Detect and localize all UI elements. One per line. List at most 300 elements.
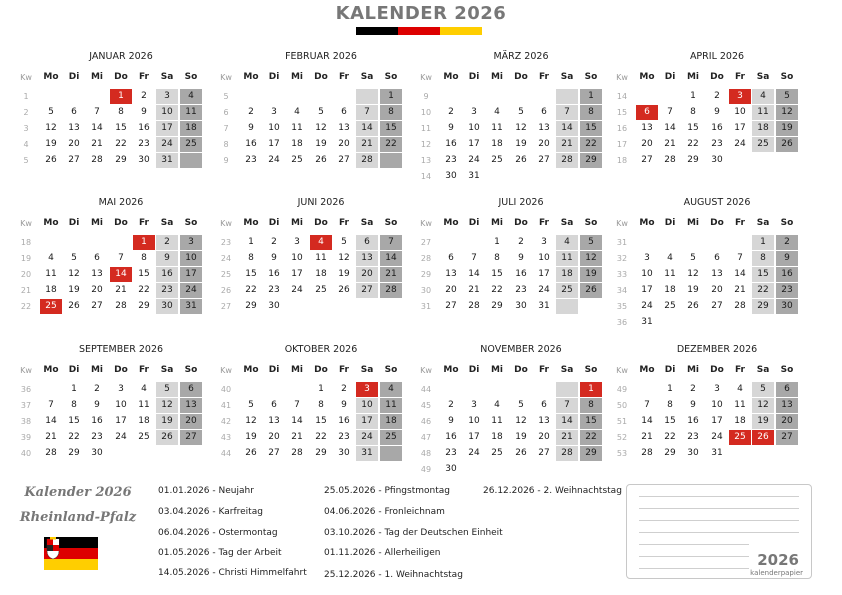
- notes-box: [626, 484, 812, 579]
- day-cell: 1: [580, 89, 602, 104]
- holiday-day: 25: [729, 430, 751, 445]
- weekday-header: So: [780, 365, 794, 375]
- day-cell: [659, 235, 681, 250]
- day-cell: 16: [156, 267, 178, 282]
- day-cell: 31: [180, 299, 202, 314]
- day-cell: 12: [776, 105, 798, 120]
- day-cell: [533, 382, 555, 397]
- day-cell: [706, 315, 728, 330]
- day-cell: [333, 89, 355, 104]
- weekday-header: Mo: [639, 365, 655, 375]
- weekday-header: Mo: [43, 72, 59, 82]
- day-cell: 12: [515, 416, 527, 426]
- week-number: 35: [616, 302, 628, 311]
- day-cell: 9: [156, 251, 178, 266]
- week-number-header: Kw: [616, 366, 628, 375]
- weekday-header: Fr: [734, 72, 745, 82]
- day-cell: 13: [538, 123, 550, 133]
- day-cell: [240, 89, 262, 104]
- day-cell: 19: [580, 267, 602, 282]
- day-cell: 6: [448, 253, 454, 263]
- weekday-header: Di: [664, 218, 676, 228]
- day-cell: 30: [445, 464, 457, 474]
- day-cell: 27: [641, 155, 653, 165]
- day-cell: 10: [180, 251, 202, 266]
- week-number: 42: [220, 417, 232, 426]
- week-number: 25: [220, 270, 232, 279]
- day-cell: 15: [580, 414, 602, 429]
- day-cell: 9: [776, 251, 798, 266]
- day-cell: 1: [318, 384, 324, 394]
- week-number: 45: [420, 401, 432, 410]
- day-cell: 19: [515, 432, 527, 442]
- day-cell: 21: [734, 285, 746, 295]
- day-cell: [729, 153, 751, 168]
- day-cell: 24: [711, 432, 723, 442]
- day-cell: 31: [156, 153, 178, 168]
- day-cell: 24: [734, 139, 746, 149]
- day-cell: 29: [752, 299, 774, 314]
- day-cell: 14: [556, 414, 578, 429]
- day-cell: 3: [471, 400, 477, 410]
- day-cell: 17: [156, 121, 178, 136]
- week-number: 44: [220, 449, 232, 458]
- day-cell: 10: [115, 400, 127, 410]
- weekday-header: Fr: [138, 218, 149, 228]
- day-cell: 22: [138, 285, 150, 295]
- day-cell: 23: [445, 155, 457, 165]
- day-cell: 4: [737, 384, 743, 394]
- day-cell: 28: [45, 448, 57, 458]
- week-number: 22: [20, 302, 32, 311]
- day-cell: 18: [752, 121, 774, 136]
- month-name: JUNI 2026: [297, 197, 345, 208]
- day-cell: 20: [91, 285, 103, 295]
- day-cell: 21: [91, 139, 103, 149]
- weekday-header: Do: [114, 218, 128, 228]
- week-number: 4: [23, 140, 29, 149]
- day-cell: 30: [445, 171, 457, 181]
- day-cell: 20: [641, 139, 653, 149]
- day-cell: [263, 89, 285, 104]
- weekday-header: Mi: [90, 72, 104, 82]
- day-cell: 11: [491, 123, 503, 133]
- week-number: 53: [616, 449, 628, 458]
- holiday-day: 4: [310, 235, 332, 250]
- week-number: 12: [420, 140, 432, 149]
- week-number: 6: [223, 108, 229, 117]
- day-cell: 24: [156, 137, 178, 152]
- day-cell: 8: [690, 107, 696, 117]
- week-number: 20: [20, 270, 32, 279]
- day-cell: 29: [580, 153, 602, 168]
- day-cell: 18: [380, 414, 402, 429]
- day-cell: [682, 315, 704, 330]
- day-cell: 14: [641, 416, 653, 426]
- day-cell: 16: [687, 416, 699, 426]
- day-cell: 18: [664, 285, 676, 295]
- day-cell: 5: [156, 382, 178, 397]
- weekday-header: Mi: [290, 72, 304, 82]
- day-cell: 9: [448, 416, 454, 426]
- day-cell: [510, 382, 532, 397]
- day-cell: 27: [538, 448, 550, 458]
- day-cell: 18: [138, 416, 150, 426]
- day-cell: 1: [752, 235, 774, 250]
- month-name: APRIL 2026: [689, 51, 745, 62]
- day-cell: 12: [315, 123, 327, 133]
- day-cell: 9: [271, 253, 277, 263]
- week-number: 17: [616, 140, 628, 149]
- day-cell: 20: [356, 267, 378, 282]
- day-cell: 8: [752, 251, 774, 266]
- day-cell: 2: [341, 384, 347, 394]
- day-cell: [463, 89, 485, 104]
- day-cell: 20: [445, 285, 457, 295]
- day-cell: 10: [356, 398, 378, 413]
- week-number: 50: [616, 401, 628, 410]
- flag-stripe-gold: [440, 27, 482, 35]
- day-cell: 5: [71, 253, 77, 263]
- day-cell: [380, 153, 402, 168]
- day-cell: 22: [664, 432, 676, 442]
- day-cell: 7: [556, 105, 578, 120]
- day-cell: 19: [245, 432, 257, 442]
- day-cell: 25: [291, 155, 303, 165]
- weekday-header: Sa: [160, 218, 174, 228]
- day-cell: 4: [380, 382, 402, 397]
- day-cell: 25: [752, 137, 774, 152]
- day-cell: 5: [318, 107, 324, 117]
- weekday-header: Fr: [338, 365, 349, 375]
- month-name: MAI 2026: [98, 197, 144, 208]
- day-cell: 8: [580, 398, 602, 413]
- day-cell: 8: [667, 400, 673, 410]
- weekday-header: Mo: [443, 365, 459, 375]
- day-cell: 27: [711, 301, 723, 311]
- day-cell: 16: [138, 123, 150, 133]
- week-number: 33: [616, 270, 628, 279]
- week-number: 47: [420, 433, 432, 442]
- weekday-header: Sa: [360, 72, 374, 82]
- week-number: 43: [220, 433, 232, 442]
- day-cell: 3: [714, 384, 720, 394]
- day-cell: 1: [667, 384, 673, 394]
- week-number: 24: [220, 254, 232, 263]
- week-number: 49: [420, 465, 432, 474]
- weekday-header: Mi: [490, 218, 504, 228]
- day-cell: 28: [468, 301, 480, 311]
- day-cell: 9: [141, 107, 147, 117]
- day-cell: 6: [341, 107, 347, 117]
- day-cell: [380, 299, 402, 314]
- weekday-header: So: [780, 218, 794, 228]
- week-number: 38: [20, 417, 32, 426]
- day-cell: 15: [68, 416, 80, 426]
- day-cell: 23: [776, 283, 798, 298]
- day-cell: [533, 169, 555, 184]
- day-cell: 6: [94, 253, 100, 263]
- day-cell: 29: [68, 448, 80, 458]
- day-cell: [533, 462, 555, 477]
- day-cell: 26: [315, 155, 327, 165]
- week-number: 52: [616, 433, 628, 442]
- day-cell: 11: [380, 398, 402, 413]
- day-cell: 26: [515, 155, 527, 165]
- day-cell: 15: [138, 269, 150, 279]
- month-name: DEZEMBER 2026: [676, 344, 758, 355]
- day-cell: 11: [180, 105, 202, 120]
- week-number: 5: [223, 92, 229, 101]
- week-number-header: Kw: [20, 366, 32, 375]
- day-cell: 2: [94, 384, 100, 394]
- weekday-header: Fr: [538, 218, 549, 228]
- holiday-day: 25: [40, 299, 62, 314]
- day-cell: [380, 446, 402, 461]
- holiday-entry: 26.12.2026 - 2. Weihnachtstag: [483, 486, 622, 496]
- day-cell: [580, 462, 602, 477]
- weekday-header: Di: [268, 72, 280, 82]
- day-cell: [133, 446, 155, 461]
- weekday-header: Mo: [43, 365, 59, 375]
- week-number: 8: [223, 140, 229, 149]
- weekday-header: So: [184, 72, 198, 82]
- day-cell: 5: [48, 107, 54, 117]
- day-cell: 5: [248, 400, 254, 410]
- day-cell: 19: [776, 121, 798, 136]
- day-cell: [556, 169, 578, 184]
- weekday-header: Sa: [560, 72, 574, 82]
- weekday-header: Mo: [243, 218, 259, 228]
- week-number-header: Kw: [616, 219, 628, 228]
- week-number: 30: [420, 286, 432, 295]
- week-number: 3: [23, 124, 29, 133]
- week-number: 31: [420, 302, 432, 311]
- day-cell: 10: [734, 107, 746, 117]
- day-cell: 16: [91, 416, 103, 426]
- day-cell: 13: [776, 398, 798, 413]
- day-cell: 18: [491, 139, 503, 149]
- day-cell: 15: [491, 269, 503, 279]
- day-cell: 26: [45, 155, 57, 165]
- day-cell: 5: [690, 253, 696, 263]
- day-cell: 29: [115, 155, 127, 165]
- weekday-header: Mi: [490, 72, 504, 82]
- day-cell: [180, 153, 202, 168]
- day-cell: 9: [690, 400, 696, 410]
- region-name: Rheinland-Pfalz: [19, 510, 137, 525]
- weekday-header: Di: [468, 72, 480, 82]
- day-cell: 22: [687, 139, 699, 149]
- day-cell: 27: [776, 430, 798, 445]
- day-cell: 27: [538, 155, 550, 165]
- weekday-header: Mi: [686, 218, 700, 228]
- day-cell: 10: [291, 253, 303, 263]
- day-cell: 11: [491, 416, 503, 426]
- day-cell: 23: [445, 448, 457, 458]
- day-cell: [263, 382, 285, 397]
- week-number: 7: [223, 124, 229, 133]
- weekday-header: Mi: [686, 72, 700, 82]
- weekday-header: Di: [68, 72, 80, 82]
- holiday-day: 3: [729, 89, 751, 104]
- day-cell: 16: [445, 139, 457, 149]
- day-cell: 21: [291, 432, 303, 442]
- day-cell: 28: [356, 153, 378, 168]
- weekday-header: So: [384, 218, 398, 228]
- day-cell: 22: [115, 139, 127, 149]
- day-cell: 16: [776, 267, 798, 282]
- month-name: OKTOBER 2026: [284, 344, 358, 355]
- day-cell: 10: [711, 400, 723, 410]
- day-cell: 13: [338, 123, 350, 133]
- day-cell: 28: [556, 446, 578, 461]
- day-cell: 11: [556, 251, 578, 266]
- day-cell: 24: [291, 285, 303, 295]
- day-cell: 17: [711, 416, 723, 426]
- weekday-header: Do: [314, 365, 328, 375]
- day-cell: 26: [338, 285, 350, 295]
- weekday-header: Do: [314, 218, 328, 228]
- day-cell: 10: [468, 123, 480, 133]
- week-number-header: Kw: [420, 366, 432, 375]
- week-number: 36: [616, 318, 628, 327]
- holiday-day: 1: [110, 89, 132, 104]
- day-cell: 24: [468, 448, 480, 458]
- day-cell: 19: [156, 414, 178, 429]
- weekday-header: Do: [514, 365, 528, 375]
- day-cell: 24: [356, 430, 378, 445]
- day-cell: [556, 462, 578, 477]
- weekday-header: Di: [68, 218, 80, 228]
- week-number: 31: [616, 238, 628, 247]
- day-cell: 16: [515, 269, 527, 279]
- day-cell: 23: [687, 432, 699, 442]
- weekday-header: Mi: [686, 365, 700, 375]
- day-cell: [110, 235, 132, 250]
- day-cell: 21: [115, 285, 127, 295]
- day-cell: 7: [94, 107, 100, 117]
- day-cell: 6: [271, 400, 277, 410]
- day-cell: 28: [556, 153, 578, 168]
- day-cell: 22: [580, 137, 602, 152]
- day-cell: 13: [180, 398, 202, 413]
- day-cell: 15: [664, 416, 676, 426]
- day-cell: [729, 235, 751, 250]
- day-cell: 7: [667, 107, 673, 117]
- day-cell: 18: [45, 285, 57, 295]
- day-cell: [776, 446, 798, 461]
- weekday-header: Di: [268, 218, 280, 228]
- day-cell: 21: [556, 137, 578, 152]
- day-cell: 1: [71, 384, 77, 394]
- week-number: 2: [23, 108, 29, 117]
- day-cell: [86, 89, 108, 104]
- day-cell: 15: [687, 123, 699, 133]
- day-cell: [86, 235, 108, 250]
- day-cell: [659, 89, 681, 104]
- day-cell: 3: [271, 107, 277, 117]
- day-cell: 7: [471, 253, 477, 263]
- day-cell: 9: [518, 253, 524, 263]
- day-cell: 22: [315, 432, 327, 442]
- day-cell: 18: [291, 139, 303, 149]
- day-cell: 23: [156, 283, 178, 298]
- day-cell: 22: [380, 137, 402, 152]
- day-cell: [729, 446, 751, 461]
- week-number: 37: [20, 401, 32, 410]
- day-cell: 15: [752, 267, 774, 282]
- day-cell: 7: [356, 105, 378, 120]
- weekday-header: So: [184, 218, 198, 228]
- day-cell: 4: [141, 384, 147, 394]
- day-cell: 4: [180, 89, 202, 104]
- day-cell: 11: [138, 400, 150, 410]
- day-cell: 7: [556, 398, 578, 413]
- day-cell: 17: [468, 139, 480, 149]
- day-cell: 25: [556, 283, 578, 298]
- note-line: [639, 544, 749, 545]
- day-cell: 4: [667, 253, 673, 263]
- weekday-header: Sa: [560, 218, 574, 228]
- day-cell: [310, 89, 332, 104]
- day-cell: 27: [180, 430, 202, 445]
- day-cell: 14: [468, 269, 480, 279]
- weekday-header: So: [584, 72, 598, 82]
- day-cell: [486, 382, 508, 397]
- weekday-header: Mo: [43, 218, 59, 228]
- day-cell: 19: [315, 139, 327, 149]
- weekday-header: Fr: [538, 365, 549, 375]
- day-cell: 23: [91, 432, 103, 442]
- weekday-header: Fr: [138, 72, 149, 82]
- weekday-header: Do: [514, 218, 528, 228]
- week-number: 26: [220, 286, 232, 295]
- brand-label: kalenderpapier: [750, 569, 803, 577]
- weekday-header: Fr: [338, 72, 349, 82]
- day-cell: 2: [448, 107, 454, 117]
- day-cell: 21: [45, 432, 57, 442]
- week-number: 44: [420, 385, 432, 394]
- day-cell: 28: [641, 448, 653, 458]
- week-number-header: Kw: [220, 366, 232, 375]
- day-cell: 25: [315, 285, 327, 295]
- day-cell: [63, 235, 85, 250]
- week-number: 14: [616, 92, 628, 101]
- day-cell: [510, 89, 532, 104]
- day-cell: 30: [156, 299, 178, 314]
- week-number-header: Kw: [420, 73, 432, 82]
- day-cell: 21: [380, 267, 402, 282]
- day-cell: 8: [118, 107, 124, 117]
- weekday-header: Do: [710, 365, 724, 375]
- weekday-header: Mi: [490, 365, 504, 375]
- day-cell: 20: [538, 139, 550, 149]
- day-cell: 7: [48, 400, 54, 410]
- day-cell: [636, 89, 658, 104]
- day-cell: 14: [664, 123, 676, 133]
- notes-year: 2026: [757, 551, 799, 569]
- day-cell: 7: [294, 400, 300, 410]
- day-cell: 23: [138, 139, 150, 149]
- day-cell: 28: [734, 301, 746, 311]
- region-title: Kalender 2026: [24, 485, 132, 500]
- day-cell: 2: [248, 107, 254, 117]
- day-cell: [40, 89, 62, 104]
- weekday-header: Do: [710, 72, 724, 82]
- weekday-header: Mo: [443, 72, 459, 82]
- day-cell: 5: [518, 107, 524, 117]
